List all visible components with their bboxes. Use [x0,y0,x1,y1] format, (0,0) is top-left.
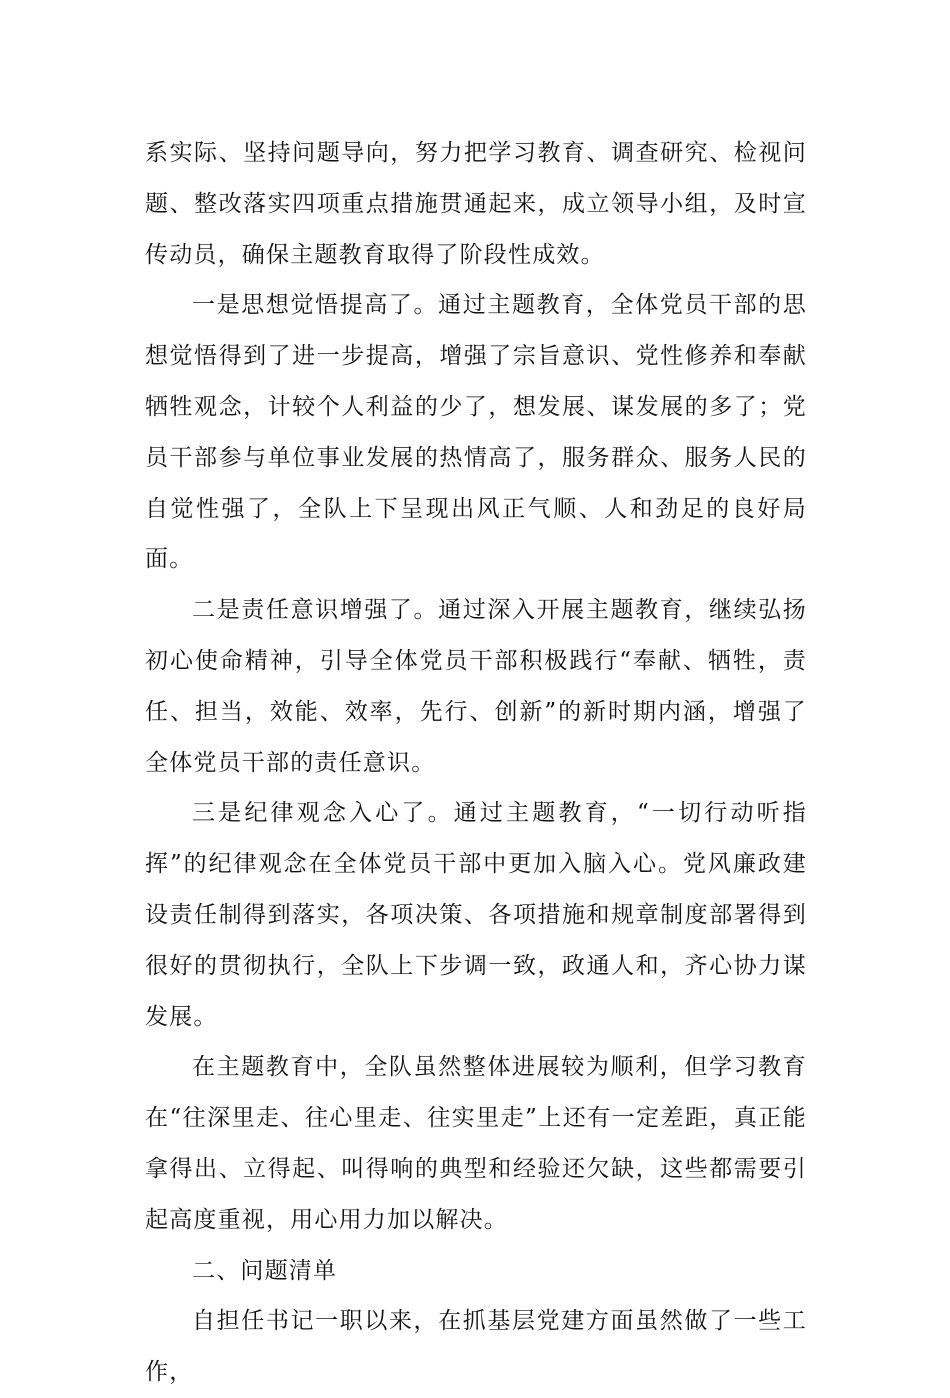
paragraph-problem-list-start: 自担任书记一职以来，在抓基层党建方面虽然做了一些工作， [145,1308,807,1386]
paragraph-responsibility-strengthened: 二是责任意识增强了。通过深入开展主题教育，继续弘扬初心使命精神，引导全体党员干部积极践行“奉献、牺牲，责任、担当，效能、效率，先行、创新”的新时期内涵，增强了全体党员干部的责任意识。 [145,597,807,776]
paragraph-discipline-internalized: 三是纪律观念入心了。通过主题教育，“一切行动听指挥”的纪律观念在全体党员干部中更加入脑入心。党风廉政建设责任制得到落实，各项决策、各项措施和规章制度部署得到很好的贯彻执行，全队上下步调一致，政通人和，齐心协力谋发展。 [145,800,807,1030]
paragraph-intro-continued: 系实际、坚持问题导向，努力把学习教育、调查研究、检视问题、整改落实四项重点措施贯通起来，成立领导小组，及时宣传动员，确保主题教育取得了阶段性成效。 [145,140,807,268]
document-body [145,128,807,1398]
section-heading-problem-list: 二、问题清单 [192,1257,338,1284]
paragraph-shortcomings: 在主题教育中，全队虽然整体进展较为顺利，但学习教育在“往深里走、往心里走、往实里走”上还有一定差距，真正能拿得出、立得起、叫得响的典型和经验还欠缺，这些都需要引起高度重视，用心用力加以解决。 [145,1054,807,1233]
paragraph-awareness-improved: 一是思想觉悟提高了。通过主题教育，全体党员干部的思想觉悟得到了进一步提高，增强了宗旨意识、党性修养和奉献牺牲观念，计较个人利益的少了，想发展、谋发展的多了；党员干部参与单位事业发展的热情高了，服务群众、服务人民的自觉性强了，全队上下呈现出风正气顺、人和劲足的良好局面。 [145,292,807,573]
